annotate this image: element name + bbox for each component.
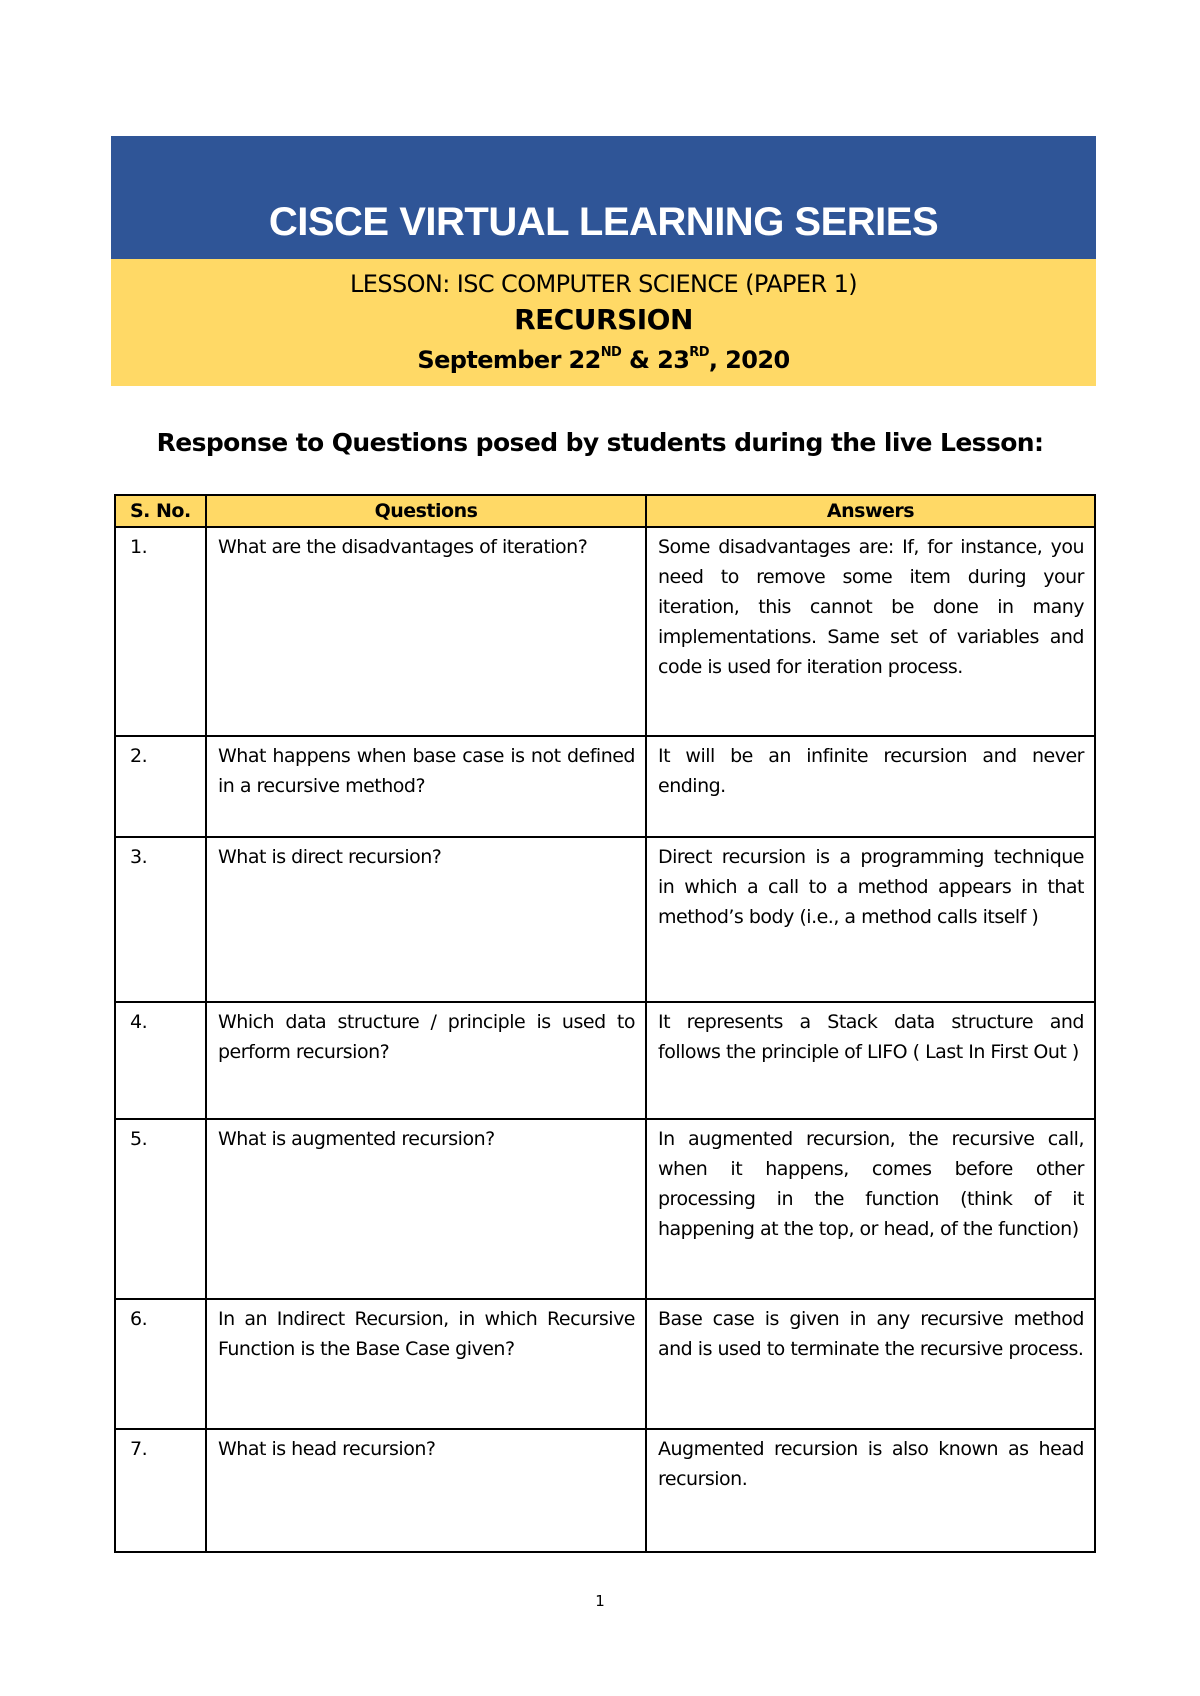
page-number: 1 — [595, 1592, 605, 1610]
row-sno: 2. — [115, 736, 206, 837]
row-question: What is head recursion? — [206, 1429, 646, 1552]
row-answer: Base case is given in any recursive method and is used to terminate the recursive process. — [646, 1299, 1095, 1429]
banner-blue-band — [111, 136, 1096, 259]
table-row — [115, 1002, 1095, 1119]
row-sno: 3. — [115, 837, 206, 1002]
title-banner — [111, 136, 1096, 386]
row-question: Which data structure / principle is used to perform recursion? — [206, 1002, 646, 1119]
table-header-row — [115, 495, 1095, 527]
table-row — [115, 1119, 1095, 1299]
row-sno: 1. — [115, 527, 206, 736]
row-answer: Direct recursion is a programming technique in which a call to a method appears in that method’s body (i.e., a method calls itself ) — [646, 837, 1095, 1002]
row-question: What happens when base case is not defined in a recursive method? — [206, 736, 646, 837]
row-sno: 5. — [115, 1119, 206, 1299]
date-suffix-nd: ND — [600, 345, 622, 360]
date-suffix-rd: RD — [689, 345, 709, 360]
row-question: What is direct recursion? — [206, 837, 646, 1002]
header-sno: S. No. — [115, 495, 206, 527]
row-sno: 7. — [115, 1429, 206, 1552]
row-sno: 4. — [115, 1002, 206, 1119]
row-question: What is augmented recursion? — [206, 1119, 646, 1299]
table-row — [115, 837, 1095, 1002]
header-answers: Answers — [646, 495, 1095, 527]
row-answer: It will be an infinite recursion and never ending. — [646, 736, 1095, 837]
topic-title: RECURSION — [514, 303, 693, 336]
row-answer: In augmented recursion, the recursive call, when it happens, comes before other processing in the function (think of it happening at the top, or head, of the function) — [646, 1119, 1095, 1299]
date-prefix: September 22 — [417, 346, 601, 374]
banner-yellow-band — [111, 259, 1096, 386]
row-answer: Augmented recursion is also known as head recursion. — [646, 1429, 1095, 1552]
table-row — [115, 736, 1095, 837]
row-answer: It represents a Stack data structure and follows the principle of LIFO ( Last In First Out ) — [646, 1002, 1095, 1119]
table-row — [115, 1299, 1095, 1429]
date-year: , 2020 — [708, 346, 790, 374]
series-title: CISCE VIRTUAL LEARNING SERIES — [268, 200, 939, 244]
row-answer: Some disadvantages are: If, for instance, you need to remove some item during your iteration, this cannot be done in many implementations. Same set of variables and code is used for iteration process. — [646, 527, 1095, 736]
table-row — [115, 1429, 1095, 1552]
row-question: What are the disadvantages of iteration? — [206, 527, 646, 736]
header-questions: Questions — [206, 495, 646, 527]
row-sno: 6. — [115, 1299, 206, 1429]
lesson-date — [111, 340, 1096, 380]
lesson-line: LESSON: ISC COMPUTER SCIENCE (PAPER 1) — [349, 270, 858, 298]
qa-table — [114, 494, 1096, 1553]
date-middle: & 23 — [621, 346, 690, 374]
response-heading: Response to Questions posed by students during the live Lesson: — [156, 428, 1044, 457]
row-question: In an Indirect Recursion, in which Recursive Function is the Base Case given? — [206, 1299, 646, 1429]
table-row — [115, 527, 1095, 736]
